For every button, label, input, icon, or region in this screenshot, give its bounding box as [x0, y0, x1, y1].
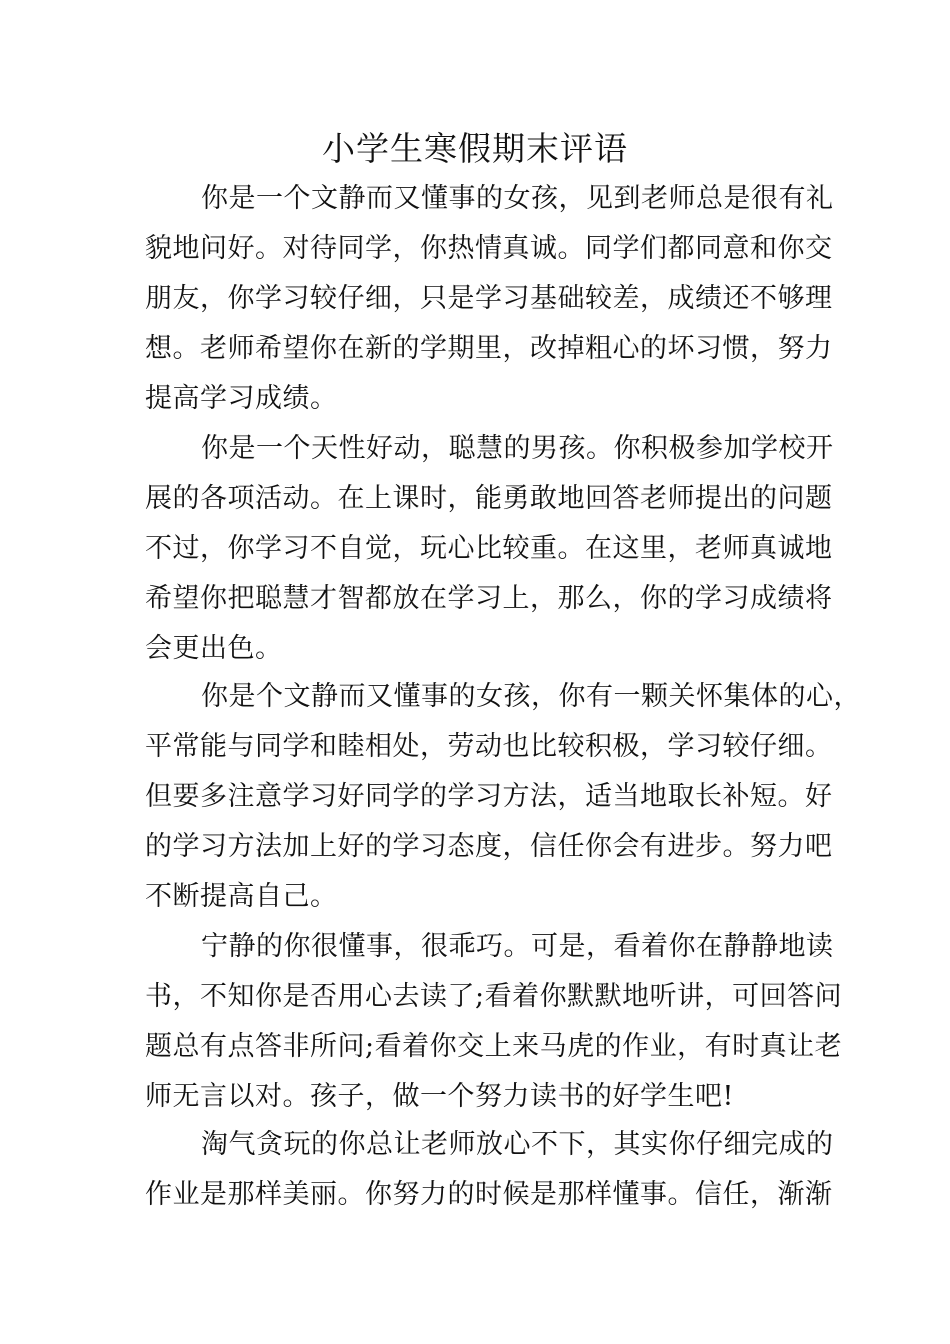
paragraph-2-line-1: 你是一个天性好动，聪慧的男孩。你积极参加学校开: [201, 433, 834, 464]
paragraph-4-line-4: 师无言以对。孩子，做一个努力读书的好学生吧!: [145, 1081, 734, 1112]
paragraph-2-line-5: 会更出色。: [145, 633, 283, 664]
paragraph-5-line-2: 作业是那样美丽。你努力的时候是那样懂事。信任，渐渐: [145, 1179, 833, 1210]
paragraph-1-line-3: 朋友，你学习较仔细，只是学习基础较差，成绩还不够理: [145, 283, 833, 314]
paragraph-1-line-4: 想。老师希望你在新的学期里，改掉粗心的坏习惯，努力: [145, 333, 833, 364]
paragraph-2-line-4: 希望你把聪慧才智都放在学习上，那么，你的学习成绩将: [145, 583, 833, 614]
paragraph-3-line-1: 你是个文静而又懂事的女孩，你有一颗关怀集体的心，: [201, 681, 861, 712]
paragraph-2-line-3: 不过，你学习不自觉，玩心比较重。在这里，老师真诚地: [145, 533, 833, 564]
paragraph-3-line-4: 的学习方法加上好的学习态度，信任你会有进步。努力吧: [145, 831, 833, 862]
paragraph-3-line-2: 平常能与同学和睦相处，劳动也比较积极，学习较仔细。: [145, 731, 833, 762]
document-title: 小学生寒假期末评语: [322, 129, 628, 168]
paragraph-4-line-1: 宁静的你很懂事，很乖巧。可是，看着你在静静地读: [201, 931, 834, 962]
paragraph-3-line-5: 不断提高自己。: [145, 881, 338, 912]
paragraph-5-line-1: 淘气贪玩的你总让老师放心不下，其实你仔细完成的: [201, 1129, 834, 1160]
paragraph-1-line-5: 提高学习成绩。: [145, 383, 338, 414]
paragraph-2-line-2: 展的各项活动。在上课时，能勇敢地回答老师提出的问题: [145, 483, 833, 514]
paragraph-1-line-2: 貌地问好。对待同学，你热情真诚。同学们都同意和你交: [145, 233, 833, 264]
paragraph-3-line-3: 但要多注意学习好同学的学习方法，适当地取长补短。好: [145, 781, 833, 812]
paragraph-1-line-1: 你是一个文静而又懂事的女孩，见到老师总是很有礼: [201, 183, 834, 214]
paragraph-4-line-3: 题总有点答非所问;看着你交上来马虎的作业，有时真让老: [145, 1031, 843, 1062]
paragraph-4-line-2: 书，不知你是否用心去读了;看着你默默地听讲，可回答问: [145, 981, 843, 1012]
